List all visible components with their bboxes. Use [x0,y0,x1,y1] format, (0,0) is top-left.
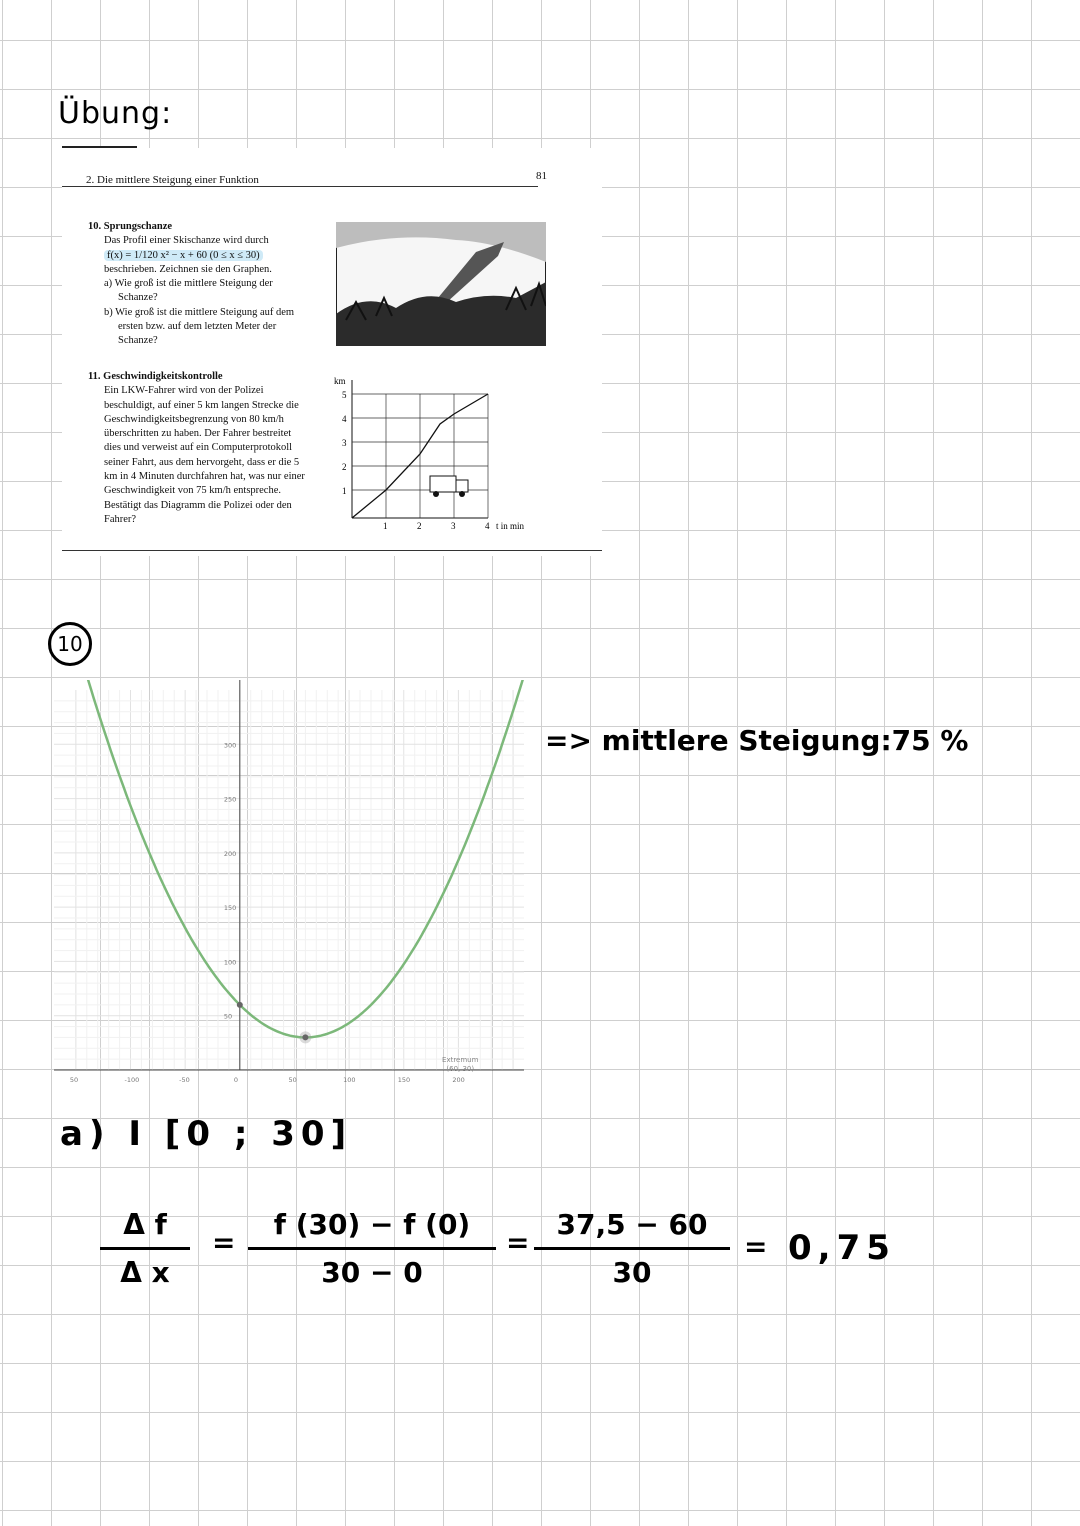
km-x-tick-1: 1 [383,521,388,530]
header-rule [62,186,538,187]
y-tick-label: 200 [223,849,237,858]
parabola-graph [54,680,524,1090]
task-10-formula: f(x) = 1/120 x² − x + 60 (0 ≤ x ≤ 30) [104,250,263,261]
task-11 [88,370,308,527]
x-tick-label: 50 [288,1076,297,1084]
extremum-coords: (60, 30) [446,1065,475,1073]
task-10-line1: Das Profil einer Skischanze wird durch [104,235,269,247]
y-tick-label: 300 [223,741,237,750]
graph-point [237,1002,243,1008]
x-tick-label: -50 [179,1076,190,1084]
equals-sign: = [506,1226,530,1259]
task-11-text: Ein LKW-Fahrer wird von der Polizei beschuldigt, auf einer 5 km langen Strecke die Geschwindigkeitsbegrenzung von 80 km/h überschritten zu haben. Der Fahrer bestreitet dies und verweist auf ein Computerprotokoll seiner Fahrt, aus dem hervorgeht, dass er die 5 km in 4 Minuten durchfahren hat, was nur einer Geschwindigkeit von 75 km/h entspreche. Bestätigt das Diagramm die Polizei oder den Fahrer? [104,385,305,525]
equals-sign: = [212,1226,236,1259]
delta-x: Δ x [120,1256,170,1289]
task-number-circle: 10 [48,622,92,666]
x-tick-label: 150 [397,1076,411,1084]
value-fraction [534,1208,730,1289]
result-statement: => mittlere Steigung:75 % [545,724,969,757]
difference-quotient-fraction [248,1208,496,1289]
km-x-tick-2: 2 [417,521,422,530]
ski-jump-photo [336,222,546,346]
km-y-tick-2: 2 [342,462,347,472]
task-10-question-b: b) Wie groß ist die mittlere Steigung auf dem ersten bzw. auf dem letzten Meter der Schanze? [104,306,295,347]
y-tick-label: 250 [223,795,237,804]
equals-sign: = [744,1230,768,1263]
extremum-label: Extremum [442,1056,479,1064]
delta-fraction [100,1208,190,1289]
km-axis-unit: km [334,376,346,386]
truck-icon [430,476,468,497]
textbook-scan [62,148,602,556]
value-denominator: 30 [612,1256,652,1289]
task-10-question-a: a) Wie groß ist die mittlere Steigung der Schanze? [104,278,273,304]
task-10 [88,220,308,349]
delta-f: Δ f [123,1208,167,1241]
page-title: Übung: [58,96,173,131]
graph-tick-labels [70,741,465,1084]
value-numerator: 37,5 − 60 [556,1208,708,1241]
textbook-header: 2. Die mittlere Steigung einer Funktion [86,174,259,186]
y-tick-label: 100 [223,958,237,967]
km-x-axis-unit: t in min [496,521,525,530]
km-y-tick-3: 3 [342,438,347,448]
x-tick-label: 0 [233,1076,238,1084]
km-x-tick-4: 4 [485,521,490,530]
km-x-tick-3: 3 [451,521,456,530]
y-tick-label: 50 [223,1012,233,1021]
distance-time-chart [324,372,544,530]
x-tick-label: -100 [124,1076,140,1084]
difference-numerator: f (30) − f (0) [273,1208,471,1241]
y-tick-label: 150 [223,904,237,913]
km-y-tick-4: 4 [342,414,347,424]
textbook-page-number: 81 [536,170,547,182]
task-10-title: 10. Sprungschanze [88,221,173,232]
km-y-tick-1: 1 [342,486,347,496]
km-y-tick-5: 5 [342,390,347,400]
graph-point [302,1034,308,1040]
task-11-title: 11. Geschwindigkeitskontrolle [88,371,223,382]
final-result: 0,75 [788,1228,896,1268]
x-tick-label: 50 [69,1076,79,1084]
scan-bottom-rule [62,550,602,551]
x-tick-label: 200 [452,1076,465,1084]
interval-label: a) I [0 ; 30] [60,1114,353,1154]
task-10-line2: beschrieben. Zeichnen sie den Graphen. [104,263,272,275]
difference-denominator: 30 − 0 [321,1256,423,1289]
graph-grid [54,690,524,1070]
x-tick-label: 100 [343,1076,356,1084]
